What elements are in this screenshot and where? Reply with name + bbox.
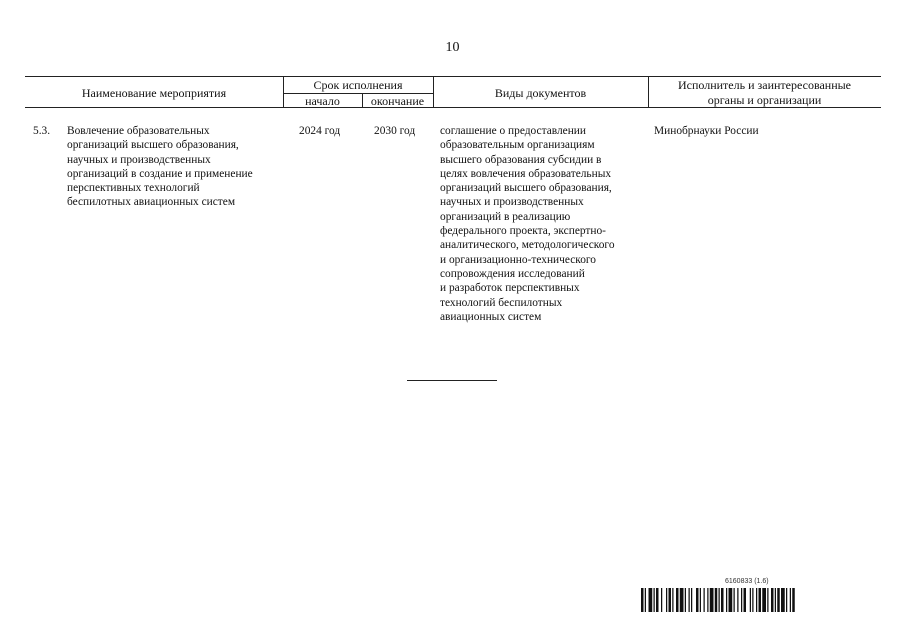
barcode-bar <box>750 588 751 612</box>
table-header-bottom-rule <box>25 107 881 108</box>
row-name-line: научных и производственных <box>67 153 211 166</box>
barcode-bar <box>704 588 705 612</box>
barcode-bar <box>777 588 780 612</box>
row-documents-line: аналитического, методологического <box>440 239 615 252</box>
row-name-line: организаций высшего образования, <box>67 139 239 152</box>
row-name-line: организаций в создание и применение <box>67 167 253 180</box>
barcode-bar <box>645 588 646 612</box>
barcode-bar <box>752 588 753 612</box>
header-documents: Виды документов <box>494 86 587 100</box>
barcode-bar <box>729 588 733 612</box>
row-documents-line: соглашение о предоставлении <box>440 125 587 137</box>
barcode-bar <box>649 588 653 612</box>
row-executor: Минобрнауки России <box>654 125 759 137</box>
barcode-bar <box>741 588 742 612</box>
barcode-bar <box>792 588 795 612</box>
barcode-graphic <box>640 578 856 612</box>
row-documents-line: образовательным организациям <box>440 139 595 152</box>
barcode-bar <box>762 588 766 612</box>
barcode <box>640 578 856 612</box>
page-number: 10 <box>445 40 460 55</box>
row-documents-line: научных и производственных <box>440 196 584 209</box>
header-deadline: Срок исполнения <box>313 78 403 92</box>
barcode-bar <box>790 588 791 612</box>
barcode-bar <box>685 588 686 612</box>
barcode-bar <box>669 588 672 612</box>
barcode-bar <box>715 588 718 612</box>
barcode-bar <box>756 588 757 612</box>
row-end: 2030 год <box>374 125 416 137</box>
barcode-bar <box>771 588 774 612</box>
barcode-bar <box>767 588 768 612</box>
row-documents <box>440 124 646 324</box>
barcode-bar <box>775 588 776 612</box>
row-documents-line: и организационно-технического <box>440 253 597 266</box>
row-documents-line: сопровождения исследований <box>440 267 585 280</box>
barcode-bar <box>707 588 708 612</box>
barcode-bar <box>710 588 714 612</box>
barcode-bar <box>676 588 679 612</box>
header-executor-line-1: Исполнитель и заинтересованные <box>677 78 852 92</box>
row-start: 2024 год <box>299 125 341 137</box>
barcode-bar <box>781 588 785 612</box>
row-documents-line: организаций высшего образования, <box>440 182 612 195</box>
row-documents-line: технологий беспилотных <box>440 296 563 309</box>
barcode-bar <box>680 588 684 612</box>
header-executor-line-2: органы и организации <box>707 93 822 107</box>
barcode-bar <box>689 588 690 612</box>
barcode-bar <box>666 588 667 612</box>
row-documents-line: авиационных систем <box>440 310 542 323</box>
row-name-line: перспективных технологий <box>67 182 200 195</box>
barcode-bar <box>656 588 659 612</box>
barcode-bar <box>696 588 699 612</box>
barcode-bar <box>719 588 720 612</box>
barcode-bar <box>700 588 701 612</box>
header-name: Наименование мероприятия <box>81 86 227 100</box>
barcode-bar <box>661 588 662 612</box>
barcode-bar <box>721 588 724 612</box>
barcode-bar <box>734 588 735 612</box>
row-documents-line: федерального проекта, экспертно- <box>440 225 606 238</box>
barcode-bar <box>726 588 727 612</box>
row-name-line: Вовлечение образовательных <box>67 125 210 137</box>
barcode-bar <box>759 588 762 612</box>
row-documents-line: организаций в реализацию <box>440 210 571 223</box>
barcode-bar <box>691 588 692 612</box>
barcode-bar <box>744 588 747 612</box>
end-separator <box>407 380 497 381</box>
barcode-bar <box>737 588 738 612</box>
header-start: начало <box>305 94 340 108</box>
header-end: окончание <box>370 94 425 108</box>
barcode-code: 6160833 (1.6) <box>725 578 769 585</box>
barcode-bar <box>641 588 644 612</box>
row-documents-line: высшего образования субсидии в <box>440 153 602 166</box>
barcode-bar <box>672 588 673 612</box>
barcode-bar <box>786 588 787 612</box>
row-documents-line: целях вовлечения образовательных <box>440 167 612 180</box>
row-name <box>67 124 281 210</box>
row-documents-line: и разработок перспективных <box>440 282 580 295</box>
barcode-bar <box>654 588 655 612</box>
table-top-rule <box>25 76 881 77</box>
row-name-line: беспилотных авиационных систем <box>67 196 236 209</box>
row-number: 5.3. <box>33 125 51 137</box>
